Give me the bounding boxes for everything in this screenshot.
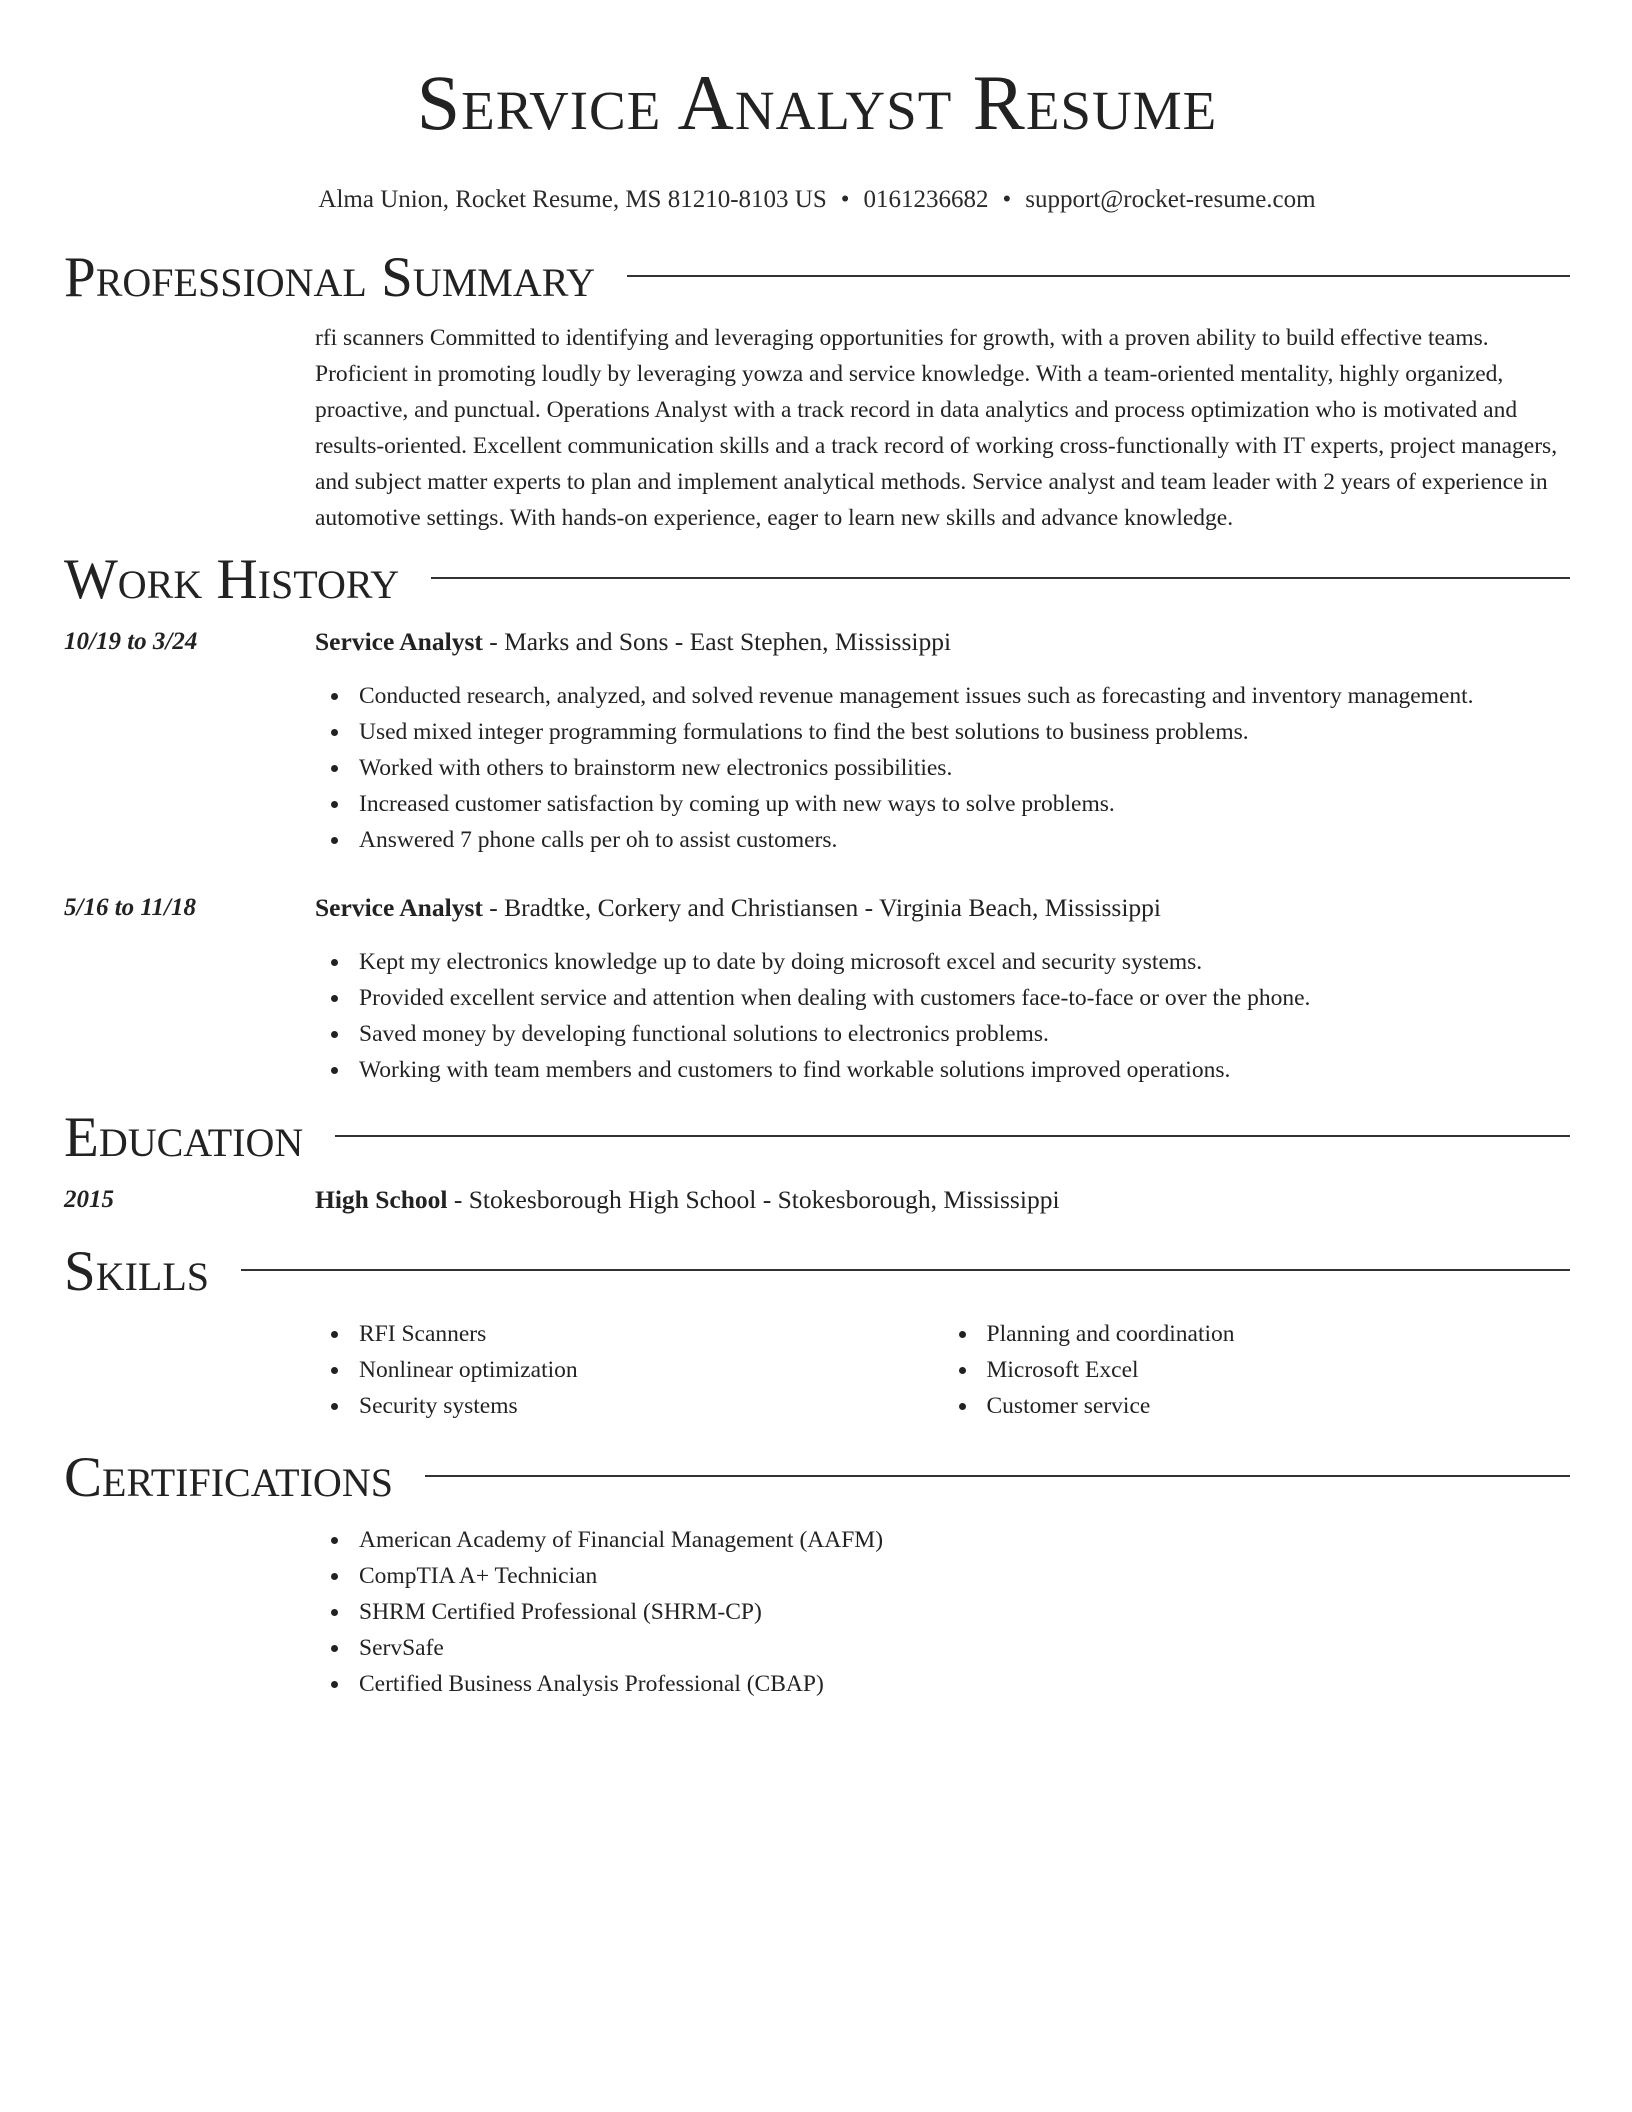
skills-spacer xyxy=(64,1316,315,1424)
certifications-row xyxy=(64,1522,1570,1702)
job-duties xyxy=(315,944,1570,1088)
section-divider xyxy=(425,1475,1570,1477)
summary-body xyxy=(315,320,1570,536)
skill-item: Microsoft Excel xyxy=(943,1352,1571,1388)
certification-item: CompTIA A+ Technician xyxy=(315,1558,1570,1594)
section-divider xyxy=(627,275,1570,277)
job-title-line xyxy=(315,624,1570,660)
education-line xyxy=(315,1182,1570,1218)
section-divider xyxy=(241,1269,1570,1271)
skills-row xyxy=(64,1316,1570,1424)
skills-section xyxy=(64,1240,1570,1424)
certification-item: American Academy of Financial Management (AAFM) xyxy=(315,1522,1570,1558)
job-duty: Answered 7 phone calls per oh to assist customers. xyxy=(315,822,1570,858)
job-duties xyxy=(315,678,1570,858)
education-degree: High School xyxy=(315,1185,448,1214)
skill-item: RFI Scanners xyxy=(315,1316,943,1352)
job-employer: - Bradtke, Corkery and Christiansen - Virginia Beach, Mississippi xyxy=(482,893,1161,922)
education-school: - Stokesborough High School - Stokesborough, Mississippi xyxy=(447,1185,1060,1214)
skill-item: Planning and coordination xyxy=(943,1316,1571,1352)
summary-row xyxy=(64,320,1570,536)
skill-item: Nonlinear optimization xyxy=(315,1352,943,1388)
contact-address: Alma Union, Rocket Resume, MS 81210-8103 US xyxy=(318,186,827,213)
contact-separator: • xyxy=(840,186,850,213)
job-title: Service Analyst xyxy=(315,627,483,656)
certifications-section xyxy=(64,1446,1570,1702)
summary-heading: Professional Summary xyxy=(64,246,596,309)
certification-item: ServSafe xyxy=(315,1630,1570,1666)
job-body xyxy=(315,624,1570,858)
contact-email: support@rocket-resume.com xyxy=(1025,186,1316,213)
certifications-spacer xyxy=(64,1522,315,1702)
job-entry xyxy=(64,890,1570,1088)
job-title-line xyxy=(315,890,1570,926)
job-dates: 10/19 to 3/24 xyxy=(64,628,198,655)
job-duty: Working with team members and customers to find workable solutions improved operations. xyxy=(315,1052,1570,1088)
work-section xyxy=(64,548,1570,1088)
summary-section xyxy=(64,246,1570,536)
job-employer: - Marks and Sons - East Stephen, Mississippi xyxy=(482,627,952,656)
summary-heading-row xyxy=(64,246,1570,310)
certifications-list xyxy=(315,1522,1570,1702)
skills-column-2 xyxy=(943,1316,1571,1424)
section-divider xyxy=(431,577,1570,579)
job-dates: 5/16 to 11/18 xyxy=(64,894,196,921)
skills-grid xyxy=(315,1316,1570,1424)
contact-separator: • xyxy=(1002,186,1012,213)
education-year: 2015 xyxy=(64,1186,114,1213)
job-duty: Saved money by developing functional solutions to electronics problems. xyxy=(315,1016,1570,1052)
work-heading: Work History xyxy=(64,548,400,611)
resume-title: Service Analyst Resume xyxy=(416,59,1218,146)
skill-item: Customer service xyxy=(943,1388,1571,1424)
education-heading-row xyxy=(64,1106,1570,1170)
job-body xyxy=(315,890,1570,1088)
summary-text: rfi scanners Committed to identifying and leveraging opportunities for growth, with a proven ability to build effective teams. Proficient in promoting loudly by leveraging yowza and service knowledge. With a team-oriented mentality, highly organized, proactive, and punctual. Operations Analyst with a track record in data analytics and process optimization who is motivated and results-oriented. Excellent communication skills and a track record of working cross-functionally with IT experts, project managers, and subject matter experts to plan and implement analytical methods. Service analyst and team leader with 2 years of experience in automotive settings. With hands-on experience, eager to learn new skills and advance knowledge. xyxy=(315,325,1558,531)
summary-spacer xyxy=(64,320,315,536)
job-entry xyxy=(64,624,1570,858)
work-heading-row xyxy=(64,548,1570,612)
education-heading: Education xyxy=(64,1106,304,1169)
certifications-heading: Certifications xyxy=(64,1446,393,1509)
job-title: Service Analyst xyxy=(315,893,483,922)
skills-heading-row xyxy=(64,1240,1570,1304)
job-duty: Increased customer satisfaction by coming up with new ways to solve problems. xyxy=(315,786,1570,822)
certifications-body xyxy=(315,1522,1570,1702)
job-duty: Worked with others to brainstorm new electronics possibilities. xyxy=(315,750,1570,786)
skill-item: Security systems xyxy=(315,1388,943,1424)
job-duty: Conducted research, analyzed, and solved revenue management issues such as forecasting and inventory management. xyxy=(315,678,1570,714)
education-body xyxy=(315,1182,1570,1218)
certification-item: Certified Business Analysis Professional (CBAP) xyxy=(315,1666,1570,1702)
contact-line xyxy=(64,184,1570,216)
job-duty: Provided excellent service and attention when dealing with customers face-to-face or over the phone. xyxy=(315,980,1570,1016)
section-divider xyxy=(335,1135,1570,1137)
skills-column-1 xyxy=(315,1316,943,1424)
contact-phone: 0161236682 xyxy=(863,186,989,213)
job-duty: Used mixed integer programming formulations to find the best solutions to business problems. xyxy=(315,714,1570,750)
education-section xyxy=(64,1106,1570,1218)
skills-heading: Skills xyxy=(64,1240,210,1303)
certification-item: SHRM Certified Professional (SHRM-CP) xyxy=(315,1594,1570,1630)
certifications-heading-row xyxy=(64,1446,1570,1510)
job-duty: Kept my electronics knowledge up to date by doing microsoft excel and security systems. xyxy=(315,944,1570,980)
education-entry xyxy=(64,1182,1570,1218)
